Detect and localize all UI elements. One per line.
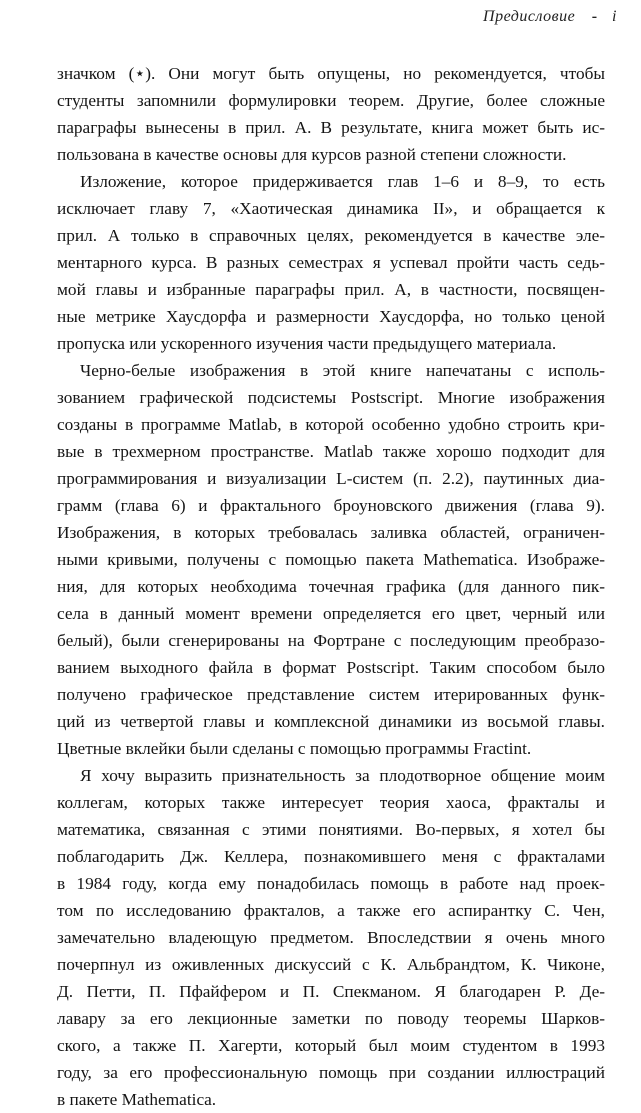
text-line: села в данный момент времени определяется его цвет, черный или [57,604,605,623]
text-line: Я хочу выразить признательность за плодотворное общение моим [80,766,605,785]
text-line: том по исследованию фракталов, а также его аспирантку С. Чен, [57,901,605,920]
text-line: в 1984 году, когда ему понадобилась помощь в работе над проек- [57,874,605,893]
text-line: замечательно владеющую предметом. Впоследствии я очень много [57,928,605,947]
text-line: ментарного курса. В разных семестрах я успевал пройти часть седь- [57,253,605,272]
text-line: белый), были сгенерированы на Фортране с последующим преобразо- [57,631,605,650]
text-line: почерпнул из оживленных дискуссий с К. Альбрандтом, К. Чиконе, [57,955,605,974]
text-line: Изложение, которое придерживается глав 1–6 и 8–9, то есть [80,172,605,191]
running-head [483,8,617,26]
text-line: параграфы вынесены в прил. А. В результате, книга может быть ис- [57,118,605,137]
text-line: пропуска или ускоренного изучения части предыдущего материала. [57,334,557,353]
text-line: ванием выходного файла в формат Postscript. Таким способом было [57,658,605,677]
paragraph [57,357,605,762]
text-line: ными кривыми, получены с помощью пакета Mathematica. Изображе- [57,550,605,569]
running-title: Предисловие [483,8,576,25]
text-line: году, за его профессиональную помощь при создании иллюстраций [57,1063,605,1082]
text-line: Черно-белые изображения в этой книге напечатаны с исполь- [80,361,605,380]
body-text [57,60,605,1113]
page-number: i [612,8,617,25]
text-line: Д. Петти, П. Пфайфером и П. Спекманом. Я благодарен Р. Де- [57,982,605,1001]
text-line: прил. А только в справочных целях, рекомендуется в качестве эле- [57,226,605,245]
text-line: программирования и визуализации L-систем (п. 2.2), паутинных диа- [57,469,605,488]
text-line: поблагодарить Дж. Келлера, познакомившего меня с фракталами [57,847,605,866]
text-line: в пакете Mathematica. [57,1090,217,1109]
text-line: ций из четвертой главы и комплексной динамики из восьмой главы. [57,712,605,731]
text-line: Изображения, в которых требовалась заливка областей, ограничен- [57,523,605,542]
text-line: грамм (глава 6) и фрактального броуновского движения (глава 9). [57,496,605,515]
text-line: ные метрике Хаусдорфа и размерности Хаусдорфа, но только ценой [57,307,605,326]
text-line: мой главы и избранные параграфы прил. А, в частности, посвящен- [57,280,605,299]
text-line: Цветные вклейки были сделаны с помощью программы Fractint. [57,739,532,758]
text-line: значком (⋆). Они могут быть опущены, но рекомендуется, чтобы [57,64,605,83]
text-line: лавару за его лекционные заметки по поводу теоремы Шарков- [57,1009,605,1028]
text-line: получено графическое представление систем итерированных функ- [57,685,605,704]
page-marker: - [591,8,598,25]
text-line: ского, а также П. Хагерти, который был моим студентом в 1993 [57,1036,605,1055]
text-line: созданы в программе Matlab, в которой особенно удобно строить кри- [57,415,605,434]
text-line: студенты запомнили формулировки теорем. Другие, более сложные [57,91,605,110]
paragraph [57,762,605,1113]
text-line: математика, связанная с этими понятиями. Во-первых, я хотел бы [57,820,605,839]
paragraph [57,168,605,357]
text-line: вые в трехмерном пространстве. Matlab также хорошо подходит для [57,442,605,461]
text-line: зованием графической подсистемы Postscript. Многие изображения [57,388,605,407]
paragraph [57,60,605,168]
text-line: ния, для которых необходима точечная графика (для данного пик- [57,577,605,596]
text-line: пользована в качестве основы для курсов разной степени сложности. [57,145,567,164]
text-line: коллегам, которых также интересует теория хаоса, фракталы и [57,793,605,812]
text-line: исключает главу 7, «Хаотическая динамика II», и обращается к [57,199,605,218]
